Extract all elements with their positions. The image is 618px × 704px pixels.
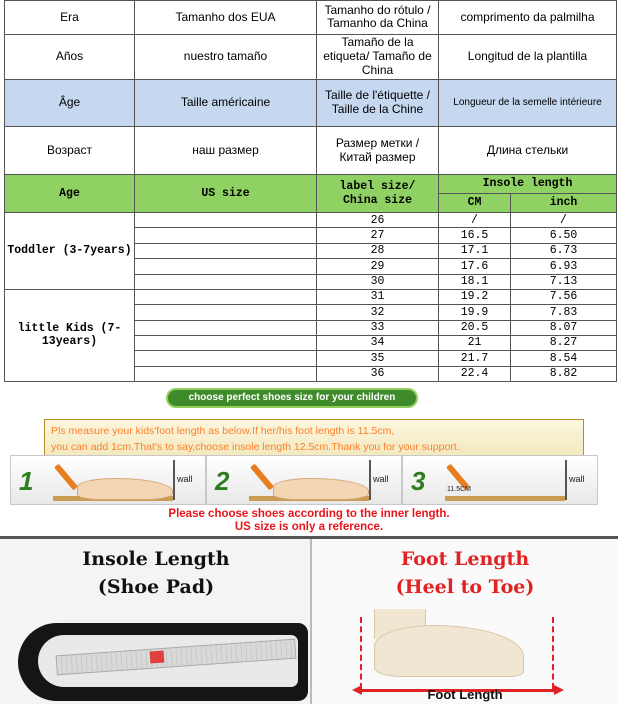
inch-cell: 8.07 (511, 320, 617, 335)
lang-cell-age: Era (5, 1, 135, 35)
us-size-cell (135, 289, 317, 304)
us-size-cell (135, 366, 317, 381)
table-body (5, 213, 617, 382)
cm-cell: 22.4 (439, 366, 511, 381)
cm-cell: 16.5 (439, 228, 511, 243)
inch-cell: 6.93 (511, 259, 617, 274)
lang-cell-age: Âge (5, 79, 135, 127)
instructions-text (44, 419, 584, 459)
cm-cell: / (439, 213, 511, 228)
cm-cell: 20.5 (439, 320, 511, 335)
cm-cell: 17.6 (439, 259, 511, 274)
china-size-cell: 33 (317, 320, 439, 335)
inch-cell: 8.82 (511, 366, 617, 381)
size-table (4, 0, 617, 382)
china-size-cell: 29 (317, 259, 439, 274)
inch-cell: 7.56 (511, 289, 617, 304)
lang-row-es (5, 34, 617, 79)
lang-cell-us: Tamanho dos EUA (135, 1, 317, 35)
header-us-size: US size (135, 175, 317, 213)
header-inch: inch (511, 194, 617, 213)
foot-length-title: Foot Length (400, 548, 530, 570)
wall-line (173, 460, 175, 500)
foot-length-label: Foot Length (427, 687, 503, 702)
us-size-cell (135, 213, 317, 228)
instructions-title: choose perfect shoes size for your children (166, 388, 418, 408)
china-size-cell: 35 (317, 351, 439, 366)
header-label-size: label size/ China size (317, 175, 439, 213)
lang-cell-insole: Longueur de la semelle intérieure (439, 79, 617, 127)
foot-image (374, 625, 524, 677)
insole-length-title: Insole Length (82, 548, 230, 570)
inch-cell: 6.73 (511, 243, 617, 258)
cm-cell: 17.1 (439, 243, 511, 258)
ruler-icon (445, 496, 565, 501)
tape-marker-icon (150, 651, 165, 664)
table-row (5, 213, 617, 228)
wall-line (565, 460, 567, 500)
china-size-cell: 32 (317, 305, 439, 320)
us-size-cell (135, 320, 317, 335)
inch-cell: 7.13 (511, 274, 617, 289)
us-size-cell (135, 274, 317, 289)
step-number: 2 (215, 466, 230, 496)
size-note-line-1: Please choose shoes according to the inner length. (168, 508, 450, 520)
inch-cell: 8.54 (511, 351, 617, 366)
lang-cell-label: Tamanho do rótulo / Tamanho da China (317, 1, 439, 35)
step-number: 3 (411, 466, 426, 496)
china-size-cell: 27 (317, 228, 439, 243)
lang-cell-label: Размер метки / Китай размер (317, 127, 439, 175)
step-2-panel (206, 455, 402, 505)
lang-cell-label: Taille de l'étiquette / Taille de la Chine (317, 79, 439, 127)
foot-length-panel (310, 539, 618, 704)
china-size-cell: 34 (317, 335, 439, 350)
cm-cell: 19.2 (439, 289, 511, 304)
header-cm: CM (439, 194, 511, 213)
age-group-cell: little Kids (7-13years) (5, 289, 135, 381)
inch-cell: 6.50 (511, 228, 617, 243)
lang-cell-insole: Длина стельки (439, 127, 617, 175)
us-size-cell (135, 335, 317, 350)
measure-instructions (0, 383, 618, 533)
step-number: 1 (19, 466, 34, 496)
lang-cell-us: наш размер (135, 127, 317, 175)
instructions-line-1: Pls measure your kids'foot length as below.If her/his foot length is 11.5cm, (51, 425, 395, 437)
us-size-cell (135, 305, 317, 320)
china-size-cell: 36 (317, 366, 439, 381)
china-size-cell: 28 (317, 243, 439, 258)
us-size-cell (135, 228, 317, 243)
lang-cell-label: Tamaño de la etiqueta/ Tamaño de China (317, 34, 439, 79)
us-size-cell (135, 259, 317, 274)
cm-cell: 21.7 (439, 351, 511, 366)
size-note-line-2: US size is only a reference. (234, 521, 384, 533)
step-3-panel (402, 455, 598, 505)
cm-cell: 21 (439, 335, 511, 350)
heel-guide-line (360, 617, 362, 689)
inch-cell: 7.83 (511, 305, 617, 320)
header-insole-length: Insole length (439, 175, 617, 194)
insole-length-panel (0, 539, 312, 704)
cm-cell: 19.9 (439, 305, 511, 320)
china-size-cell: 26 (317, 213, 439, 228)
us-size-cell (135, 243, 317, 258)
length-comparison (0, 536, 618, 704)
lang-cell-age: Возраст (5, 127, 135, 175)
size-note (0, 508, 618, 534)
table-row (5, 289, 617, 304)
lang-cell-us: nuestro tamaño (135, 34, 317, 79)
header-age: Age (5, 175, 135, 213)
shoe-pad-subtitle: (Shoe Pad) (97, 576, 215, 598)
pencil-icon (250, 464, 274, 491)
lang-row-fr (5, 79, 617, 127)
china-size-cell: 30 (317, 274, 439, 289)
step-1-panel (10, 455, 206, 505)
age-group-cell: Toddler (3-7years) (5, 213, 135, 290)
pencil-icon (54, 464, 78, 491)
wall-label: wall (373, 474, 389, 484)
us-size-cell (135, 351, 317, 366)
cm-cell: 18.1 (439, 274, 511, 289)
heel-to-toe-subtitle: (Heel to Toe) (395, 576, 535, 598)
lang-cell-insole: Longitud de la plantilla (439, 34, 617, 79)
wall-label: wall (569, 474, 585, 484)
inch-cell: / (511, 213, 617, 228)
lang-cell-us: Taille américaine (135, 79, 317, 127)
china-size-cell: 31 (317, 289, 439, 304)
foot-icon (77, 478, 173, 500)
wall-label: wall (177, 474, 193, 484)
lang-cell-insole: comprimento da palmilha (439, 1, 617, 35)
foot-icon (273, 478, 369, 500)
lang-row-pt (5, 1, 617, 35)
lang-cell-age: Años (5, 34, 135, 79)
toe-guide-line (552, 617, 554, 689)
wall-line (369, 460, 371, 500)
inch-cell: 8.27 (511, 335, 617, 350)
measurement-badge: 11.5CM (447, 486, 471, 493)
header-row (5, 175, 617, 194)
instructions-line-2: you can add 1cm.That's to say,choose insole length 12.5cm.Thank you for your support. (51, 441, 460, 453)
lang-row-ru (5, 127, 617, 175)
